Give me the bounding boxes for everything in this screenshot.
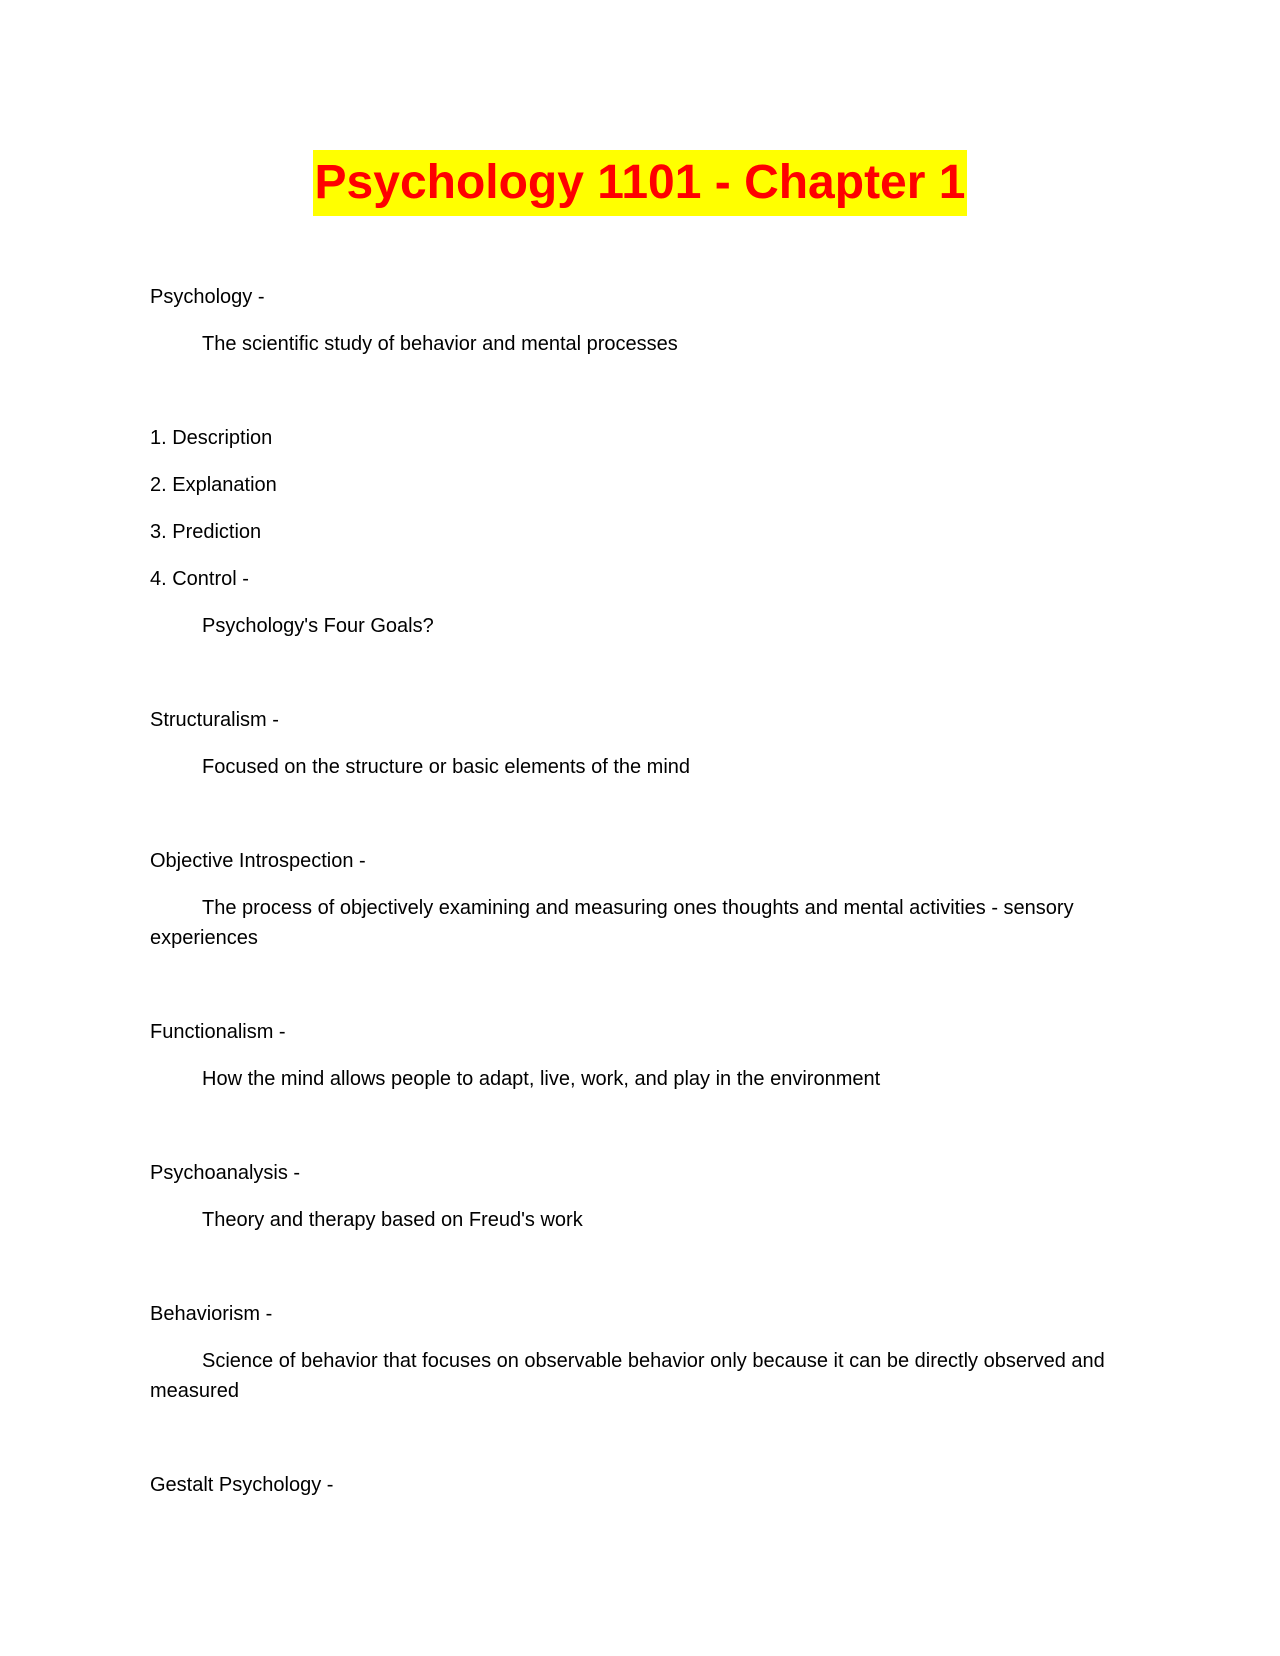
goal-item-prediction: 3. Prediction	[150, 521, 262, 543]
term-gestalt-psychology: Gestalt Psychology -	[150, 1474, 334, 1496]
term-behaviorism: Behaviorism -	[150, 1303, 273, 1325]
document-body	[150, 282, 1130, 1517]
goal-item-explanation: 2. Explanation	[150, 474, 277, 496]
term-functionalism: Functionalism -	[150, 1021, 286, 1043]
definition-psychoanalysis: Theory and therapy based on Freud's work	[202, 1209, 583, 1231]
definition-objective-introspection: The process of objectively examining and measuring ones thoughts and mental activities - sensory experiences	[150, 897, 1074, 949]
page-title: Psychology 1101 - Chapter 1	[313, 150, 968, 216]
term-psychology: Psychology -	[150, 286, 265, 308]
goal-item-description: 1. Description	[150, 427, 273, 449]
term-psychoanalysis: Psychoanalysis -	[150, 1162, 301, 1184]
definition-psychology: The scientific study of behavior and mental processes	[202, 333, 678, 355]
term-objective-introspection: Objective Introspection -	[150, 850, 366, 872]
goal-item-control: 4. Control -	[150, 568, 249, 590]
definition-functionalism: How the mind allows people to adapt, live, work, and play in the environment	[202, 1068, 881, 1090]
title-container	[0, 150, 1280, 216]
definition-four-goals: Psychology's Four Goals?	[202, 615, 434, 637]
definition-structuralism: Focused on the structure or basic elements of the mind	[202, 756, 691, 778]
term-structuralism: Structuralism -	[150, 709, 279, 731]
definition-behaviorism: Science of behavior that focuses on observable behavior only because it can be directly observed and measured	[150, 1350, 1105, 1402]
